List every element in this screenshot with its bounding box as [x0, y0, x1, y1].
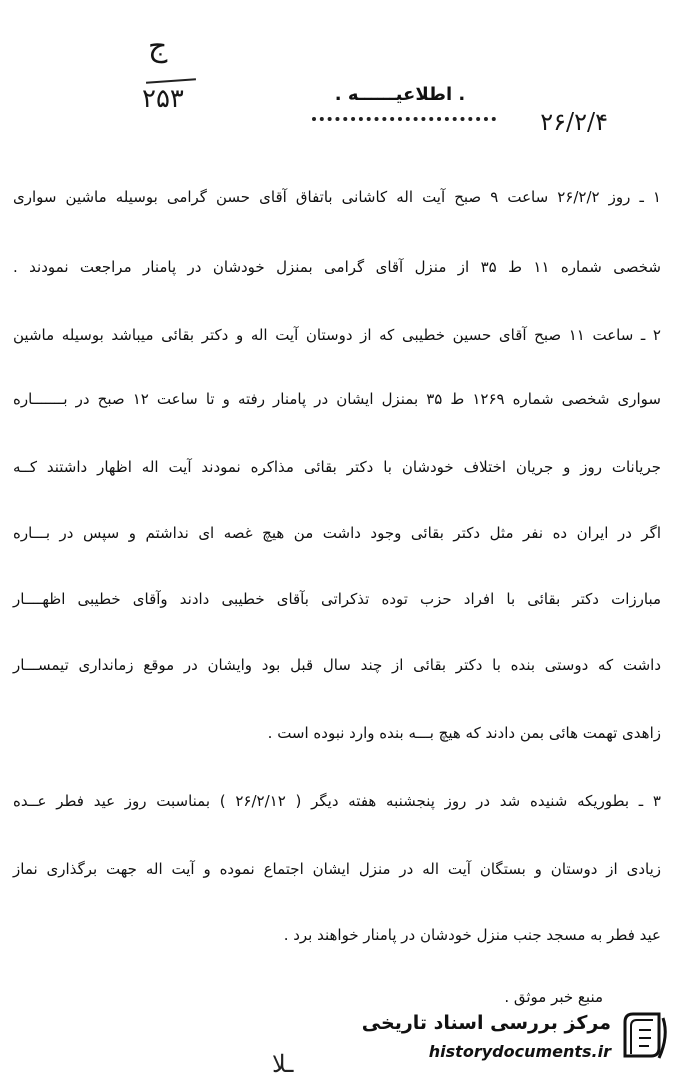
body-line-12: عید فطر به مسجد جنب منزل خودشان در پامنار خواهند برد .	[283, 926, 661, 944]
body-line-9: زاهدی تهمت هائی بمن دادند که هیچ بـــه بنده وارد نبوده است .	[267, 724, 661, 742]
archive-watermark	[361, 1008, 671, 1074]
source-note: منبع خبر موثق .	[504, 988, 603, 1006]
body-line-5: جریانات روز و جریان اختلاف خودشان با دکتر بقائی مذاکره نمودند آیت اله اظهار داشتند کــه	[13, 458, 661, 476]
title-underline	[312, 117, 496, 121]
document-title: . اطلاعیــــــه .	[334, 84, 466, 105]
body-line-7: مبارزات دکتر بقائی با افراد حزب توده تذکراتی بآقای خطیبی دادند وآقای خطیبی اظهــــار	[13, 590, 661, 608]
handwritten-date: ۲۶/۲/۴	[540, 108, 608, 136]
body-line-6: اگر در ایران ده نفر مثل دکتر بقائی وجود داشت من هیچ غصه ای نداشتم و سپس در بـــاره	[13, 524, 661, 542]
body-line-3: ۲ ـ ساعت ۱۱ صبح آقای حسین خطیبی که از دوستان آیت اله و دکتر بقائی میباشد بوسیله ماشین	[13, 326, 661, 344]
body-line-1: ۱ ـ روز ۲۶/۲/۲ ساعت ۹ صبح آیت اله کاشانی باتفاق آقای حسن گرامی بوسیله ماشین سواری	[13, 188, 661, 206]
handwritten-letter: ج	[148, 29, 168, 64]
body-line-4: سواری شخصی شماره ۱۲۶۹ ط ۳۵ بمنزل ایشان در پامنار رفته و تا ساعت ۱۲ صبح در بـــــــاره	[13, 390, 661, 408]
handwritten-code: ۲۵۳	[142, 84, 184, 114]
handwritten-underline	[146, 78, 196, 83]
body-line-10: ۳ ـ بطوریکه شنیده شد در روز پنجشنبه هفته دیگر ( ۲۶/۲/۱۲ ) بمناسبت روز عید فطر عــده	[13, 792, 661, 810]
archive-url: historydocuments.ir	[428, 1042, 611, 1061]
archive-name: مرکز بررسی اسناد تاریخی	[361, 1012, 611, 1034]
body-line-8: داشت که دوستی بنده با دکتر بقائی از چند سال قبل بود وایشان در موقع زمانداری تیمســـار	[13, 656, 661, 674]
body-line-2: شخصی شماره ۱۱ ط ۳۵ از منزل آقای گرامی بمنزل خودشان در پامنار مراجعت نمودند .	[13, 258, 661, 276]
archive-logo-icon	[619, 1008, 671, 1062]
body-line-11: زیادی از دوستان و بستگان آیت اله در منزل ایشان اجتماع نموده و آیت اله جهت برگذاری نماز	[13, 860, 661, 878]
handwritten-signature: ـلا	[272, 1050, 294, 1078]
